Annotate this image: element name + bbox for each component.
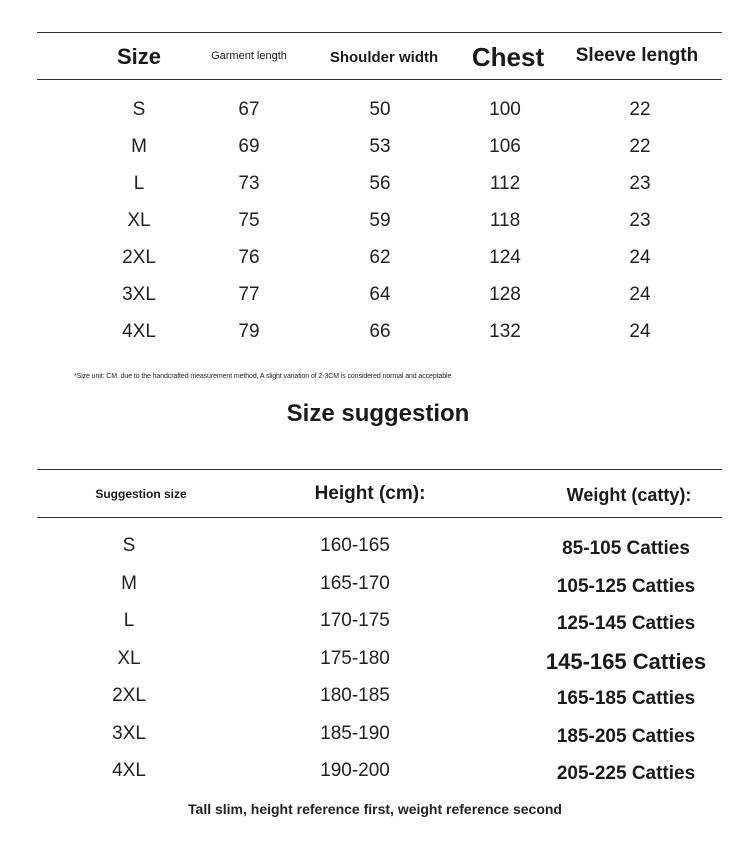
cell-sleeve-length: 24	[629, 284, 651, 305]
cell-shoulder-width: 53	[369, 136, 391, 157]
header-garment-length: Garment length	[211, 50, 287, 62]
top-rule	[37, 32, 722, 33]
cell-sleeve-length: 22	[629, 99, 651, 120]
cell-suggestion-size: 3XL	[112, 722, 146, 744]
cell-size: 4XL	[122, 321, 156, 342]
cell-size: XL	[127, 210, 151, 231]
cell-height: 170-175	[320, 610, 390, 631]
cell-chest: 106	[489, 136, 521, 157]
header-shoulder-width: Shoulder width	[329, 49, 439, 66]
cell-weight: 85-105 Catties	[562, 538, 690, 559]
cell-chest: 118	[489, 210, 521, 231]
cell-weight: 165-185 Catties	[556, 688, 696, 709]
cell-size: 3XL	[122, 284, 156, 305]
cell-chest: 128	[489, 284, 521, 305]
suggestion-header-rule	[37, 517, 722, 518]
cell-weight: 205-225 Catties	[556, 763, 696, 784]
cell-sleeve-length: 24	[629, 321, 651, 342]
cell-garment-length: 75	[238, 210, 260, 231]
header-chest: Chest	[471, 42, 545, 72]
header-weight: Weight (catty):	[566, 485, 692, 505]
cell-suggestion-size: L	[123, 610, 135, 631]
cell-sleeve-length: 22	[629, 136, 651, 157]
cell-height: 175-180	[320, 647, 390, 669]
cell-shoulder-width: 64	[369, 284, 391, 305]
cell-weight: 145-165 Catties	[545, 648, 707, 674]
cell-size: M	[131, 136, 147, 157]
cell-shoulder-width: 66	[369, 321, 391, 342]
header-rule	[37, 79, 722, 80]
cell-height: 185-190	[320, 722, 390, 744]
cell-sleeve-length: 24	[629, 247, 651, 268]
cell-size: L	[133, 173, 145, 194]
header-suggestion-size: Suggestion size	[95, 487, 187, 501]
suggestion-top-rule	[37, 469, 722, 470]
cell-garment-length: 79	[238, 321, 260, 342]
cell-suggestion-size: 4XL	[112, 760, 146, 781]
cell-shoulder-width: 50	[369, 99, 391, 120]
cell-chest: 124	[489, 247, 521, 268]
header-height: Height (cm):	[314, 483, 426, 504]
cell-garment-length: 73	[238, 173, 260, 194]
header-size: Size	[116, 44, 162, 69]
cell-shoulder-width: 56	[369, 173, 391, 194]
cell-weight: 105-125 Catties	[556, 575, 696, 597]
cell-height: 160-165	[320, 535, 390, 556]
cell-chest: 132	[489, 321, 521, 342]
cell-shoulder-width: 59	[369, 210, 391, 231]
cell-height: 180-185	[320, 685, 390, 706]
cell-size: 2XL	[122, 247, 156, 268]
cell-garment-length: 67	[238, 99, 260, 120]
footer-note: Tall slim, height reference first, weight reference second	[188, 801, 562, 817]
cell-weight: 185-205 Catties	[556, 725, 696, 747]
cell-chest: 100	[489, 99, 521, 120]
cell-height: 165-170	[320, 572, 390, 594]
section-title: Size suggestion	[286, 400, 470, 427]
cell-garment-length: 77	[238, 284, 260, 305]
cell-suggestion-size: S	[122, 535, 136, 556]
cell-sleeve-length: 23	[629, 173, 651, 194]
cell-garment-length: 76	[238, 247, 260, 268]
size-unit-note: *Size unit: CM. due to the handcrafted measurement method, A slight variation of 2-3CM is considered normal and acceptable	[74, 373, 452, 380]
cell-suggestion-size: 2XL	[112, 685, 146, 706]
cell-chest: 112	[489, 173, 521, 194]
cell-suggestion-size: M	[121, 572, 137, 594]
cell-sleeve-length: 23	[629, 210, 651, 231]
header-sleeve-length: Sleeve length	[575, 45, 699, 66]
cell-suggestion-size: XL	[117, 647, 141, 669]
cell-weight: 125-145 Catties	[556, 613, 696, 634]
cell-size: S	[132, 99, 146, 120]
cell-shoulder-width: 62	[369, 247, 391, 268]
cell-garment-length: 69	[238, 136, 260, 157]
cell-height: 190-200	[320, 760, 390, 781]
